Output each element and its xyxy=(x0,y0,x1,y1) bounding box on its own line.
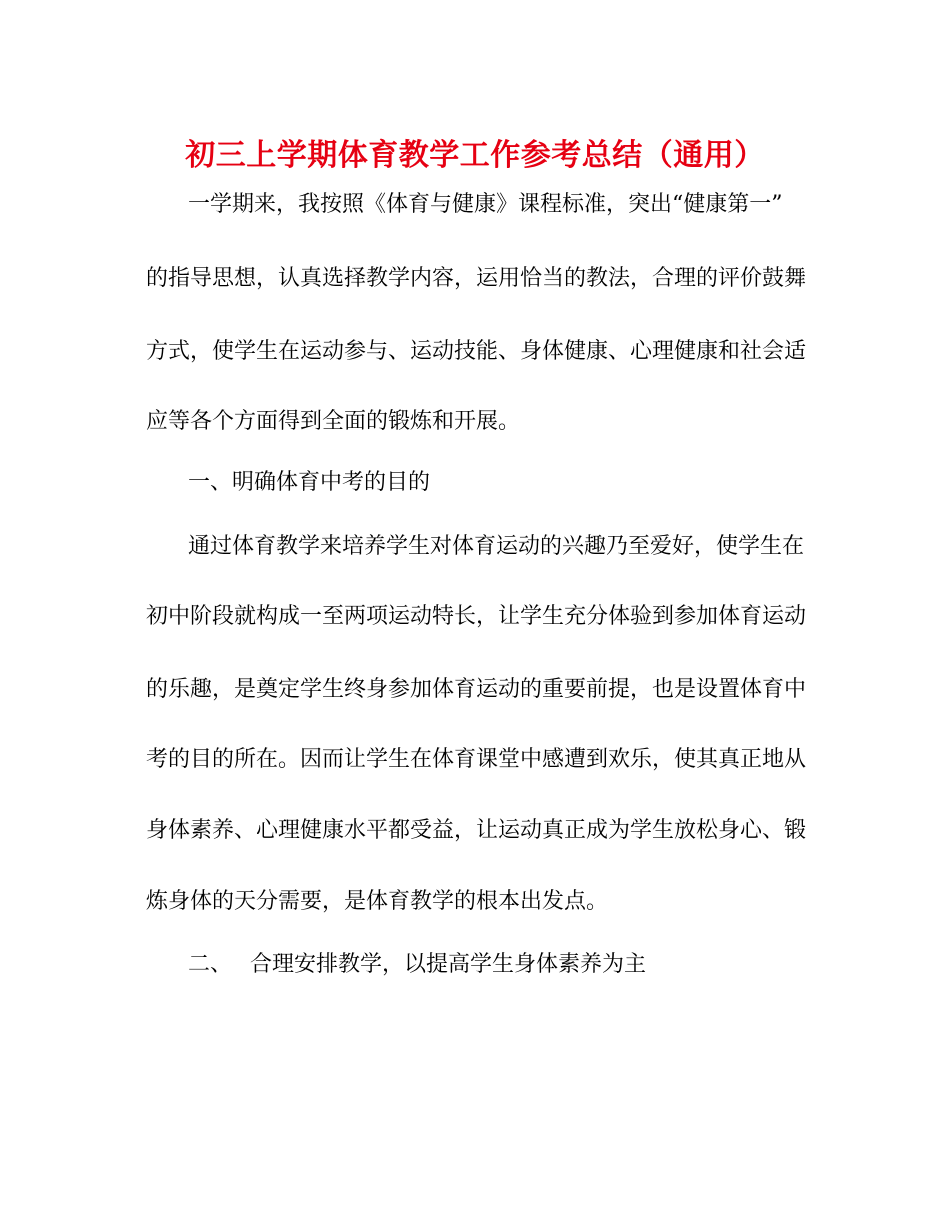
paragraph-intro-line-1: 一学期来，我按照《体育与健康》课程标准，突出“健康第一” xyxy=(188,192,783,217)
paragraph-intro-line-2: 的指导思想，认真选择教学内容，运用恰当的教法，合理的评价鼓舞 xyxy=(146,266,807,291)
paragraph-section-one-line-1: 通过体育教学来培养学生对体育运动的兴趣乃至爱好，使学生在 xyxy=(188,534,805,559)
section-heading-one: 一、明确体育中考的目的 xyxy=(188,470,431,495)
paragraph-intro-line-3: 方式，使学生在运动参与、运动技能、身体健康、心理健康和社会适 xyxy=(146,339,807,364)
paragraph-section-one-line-6: 炼身体的天分需要，是体育教学的根本出发点。 xyxy=(146,889,609,914)
paragraph-section-one-line-4: 考的目的所在。因而让学生在体育课堂中感遭到欢乐，使其真正地从 xyxy=(146,747,807,772)
document-title: 初三上学期体育教学工作参考总结（通用） xyxy=(185,138,765,173)
paragraph-section-one-line-3: 的乐趣，是奠定学生终身参加体育运动的重要前提，也是设置体育中 xyxy=(146,677,807,702)
paragraph-intro-line-4: 应等各个方面得到全面的锻炼和开展。 xyxy=(146,409,521,434)
section-two-number: 二、 xyxy=(188,952,233,977)
paragraph-section-one-line-2: 初中阶段就构成一至两项运动特长，让学生充分体验到参加体育运动 xyxy=(146,604,807,629)
section-two-text: 合理安排教学，以提高学生身体素养为主 xyxy=(250,952,647,977)
section-heading-two xyxy=(188,948,646,982)
paragraph-section-one-line-5: 身体素养、心理健康水平都受益，让运动真正成为学生放松身心、锻 xyxy=(146,818,807,843)
